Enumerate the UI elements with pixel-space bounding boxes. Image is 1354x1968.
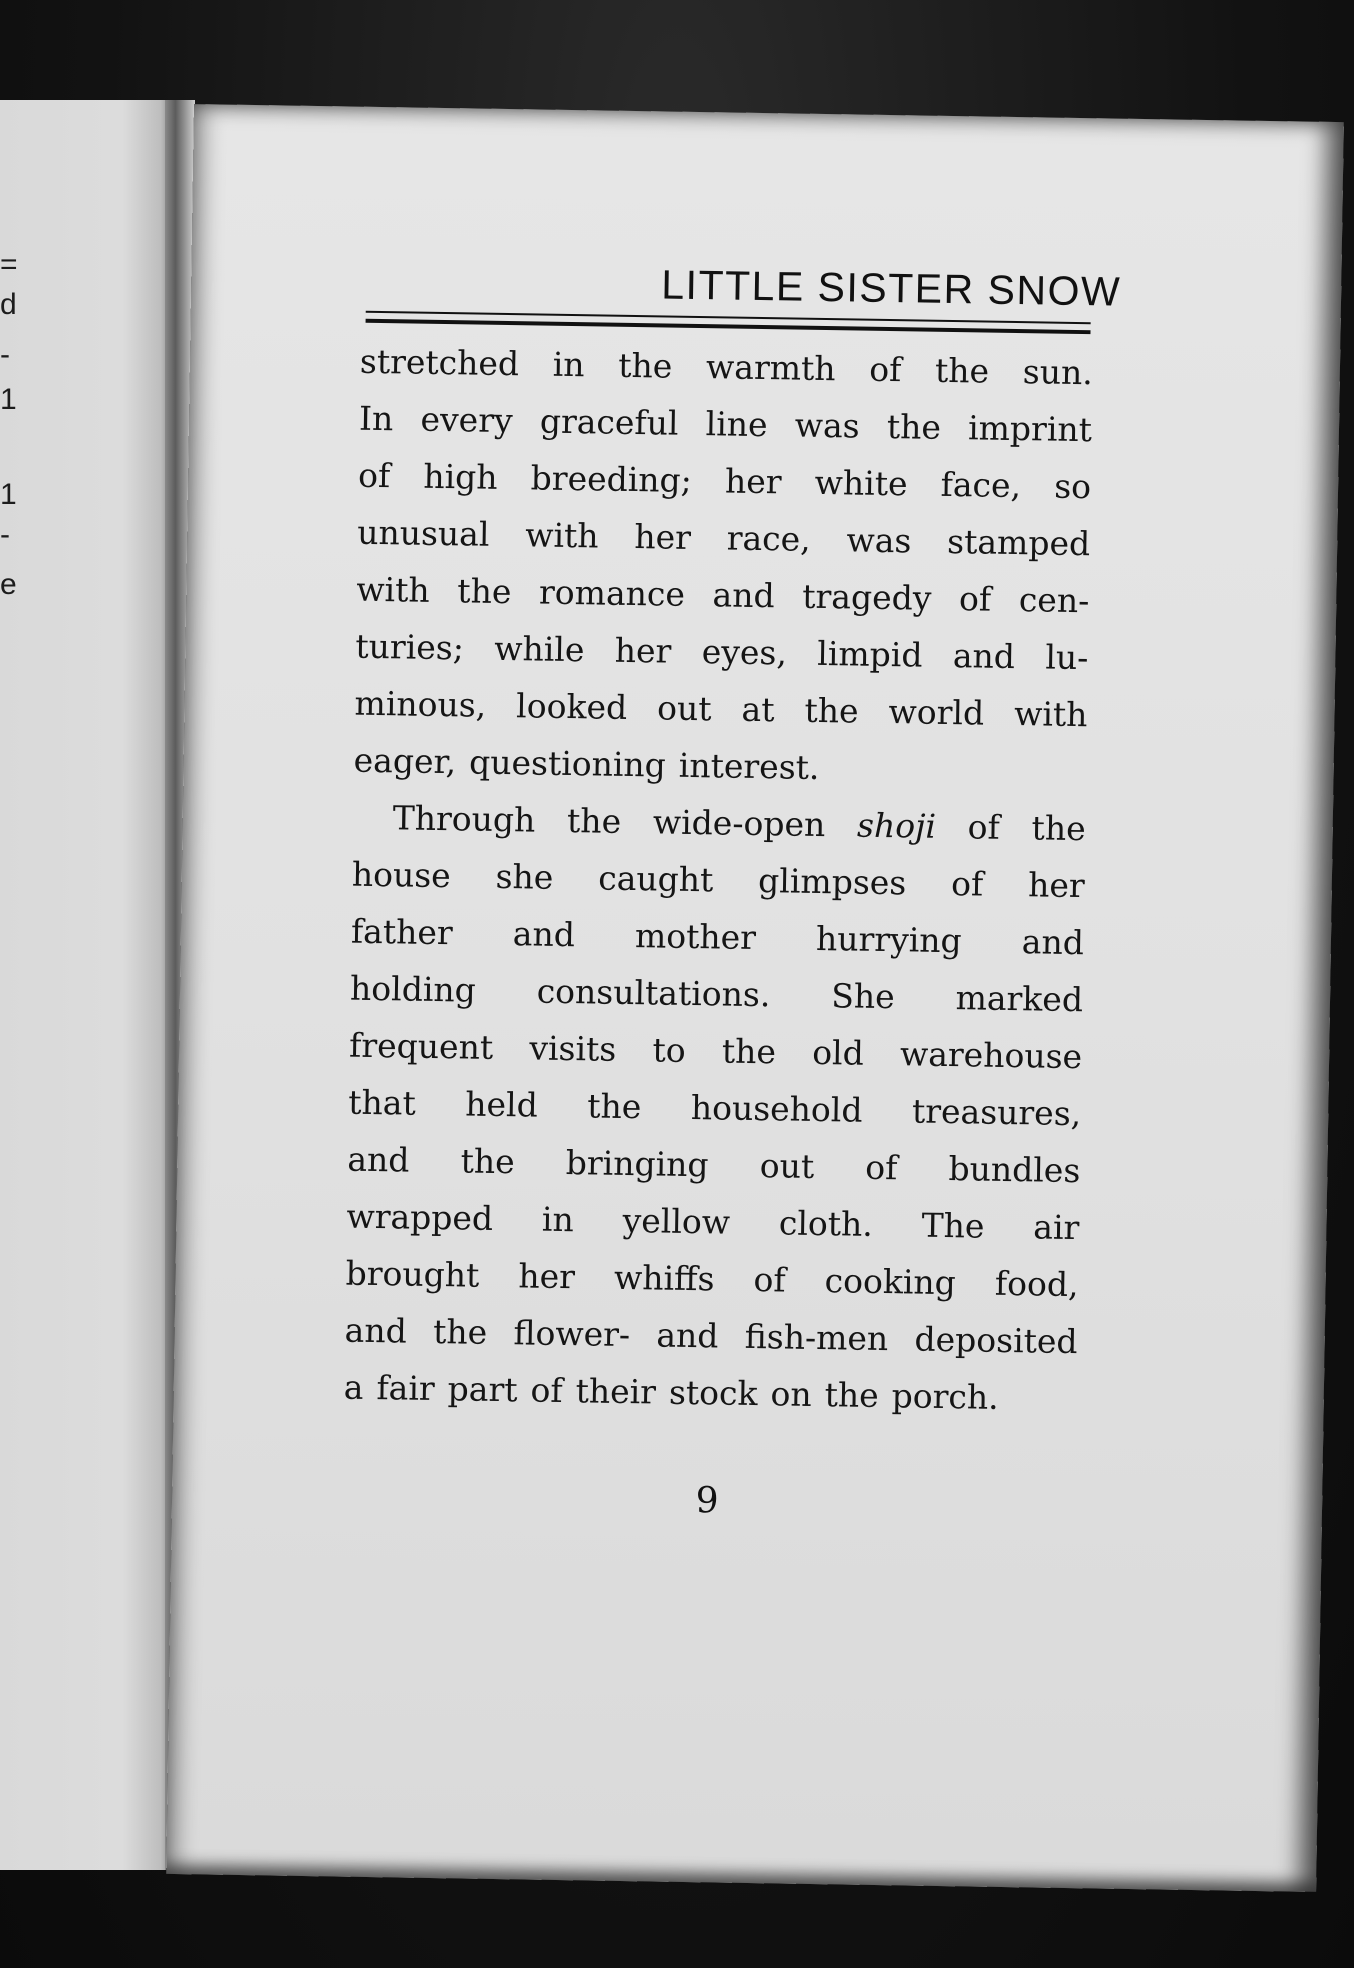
- word: her: [518, 1256, 576, 1297]
- word: held: [464, 1084, 539, 1125]
- word: hurrying: [815, 918, 963, 961]
- word: consultations.: [536, 971, 771, 1015]
- word: in: [541, 1199, 575, 1240]
- word: of: [950, 864, 984, 904]
- word: and: [512, 914, 576, 955]
- previous-page-fragment: 1: [0, 480, 17, 510]
- word: her: [634, 517, 692, 557]
- word: world: [888, 692, 985, 733]
- word: line: [705, 404, 768, 445]
- word: wrapped: [346, 1196, 494, 1238]
- word: she: [495, 856, 554, 897]
- word: unusual: [356, 512, 490, 554]
- word: of: [753, 1260, 786, 1300]
- word: part: [447, 1369, 518, 1410]
- word: the: [934, 350, 990, 391]
- word: old: [811, 1032, 865, 1073]
- previous-page-fragment: 1: [0, 385, 17, 415]
- previous-page-edge: [0, 100, 175, 1870]
- word: porch.: [891, 1376, 1000, 1417]
- word: the: [1031, 808, 1086, 849]
- word: to: [652, 1030, 686, 1070]
- word: holding: [349, 968, 477, 1010]
- word: out: [656, 688, 712, 729]
- word: breeding;: [530, 458, 693, 500]
- text-line: [349, 1017, 1083, 1086]
- word: lu-: [1045, 637, 1089, 678]
- word: tragedy: [802, 576, 932, 618]
- word: their: [575, 1371, 657, 1412]
- word: mother: [634, 916, 757, 958]
- word: looked: [515, 686, 628, 727]
- word: a: [343, 1367, 364, 1407]
- word: the: [432, 1311, 488, 1352]
- word: on: [770, 1374, 812, 1414]
- word: treasures,: [911, 1091, 1082, 1134]
- word: caught: [597, 858, 714, 900]
- word: glimpses: [757, 861, 907, 903]
- word: warehouse: [899, 1034, 1083, 1077]
- text-line: [352, 789, 1086, 858]
- previous-page-fragment: d: [0, 290, 17, 320]
- body-text: [343, 333, 1093, 1427]
- word: frequent: [348, 1025, 494, 1067]
- running-head: LITTLE SISTER SNOW: [660, 261, 1122, 315]
- word: turies;: [355, 626, 465, 668]
- word: food,: [994, 1263, 1079, 1305]
- word: and: [1021, 922, 1085, 963]
- word: romance: [538, 572, 686, 614]
- word: She: [831, 976, 896, 1017]
- previous-page-fragment: -: [0, 520, 10, 550]
- word: sun.: [1022, 352, 1094, 393]
- word: house: [351, 854, 452, 896]
- word: high: [423, 456, 498, 497]
- text-line: [343, 1359, 1077, 1428]
- word: the: [457, 571, 512, 612]
- word: stamped: [946, 521, 1091, 564]
- word: interest.: [678, 745, 820, 787]
- word: of: [530, 1370, 563, 1411]
- word: out: [759, 1146, 815, 1186]
- word: and: [344, 1310, 408, 1351]
- word: bundles: [948, 1149, 1081, 1191]
- word: eyes,: [701, 632, 788, 673]
- word: The: [921, 1205, 985, 1246]
- word: the: [886, 407, 942, 447]
- word: of: [868, 349, 902, 390]
- word: of: [357, 455, 391, 496]
- word: that: [348, 1082, 417, 1123]
- word: the: [566, 801, 622, 841]
- word: the: [721, 1031, 777, 1072]
- word: with: [356, 569, 430, 610]
- previous-page-fragment: =: [0, 250, 18, 280]
- word: brought: [345, 1253, 480, 1295]
- word: and: [656, 1315, 719, 1356]
- word: questioning: [468, 742, 667, 785]
- word: and: [952, 636, 1016, 677]
- word: limpid: [817, 633, 923, 675]
- word: bringing: [565, 1143, 709, 1185]
- word: was: [794, 405, 860, 446]
- word: cooking: [824, 1261, 957, 1303]
- word: air: [1033, 1207, 1080, 1248]
- text-line: [356, 561, 1090, 630]
- text-line: [354, 675, 1088, 744]
- word: cloth.: [778, 1203, 874, 1244]
- word: In: [358, 398, 394, 439]
- word: the: [586, 1086, 642, 1127]
- word: her: [614, 630, 672, 671]
- book-page: [166, 104, 1344, 1892]
- word: household: [690, 1088, 863, 1130]
- word: yellow: [622, 1200, 731, 1242]
- word: fish-men: [744, 1316, 889, 1359]
- word: whiffs: [613, 1257, 715, 1299]
- previous-page-fragment: e: [0, 570, 17, 600]
- word: flower-: [513, 1313, 631, 1355]
- word: the: [824, 1375, 880, 1415]
- word: face,: [940, 464, 1022, 506]
- word: wide-open: [652, 802, 826, 845]
- word: race,: [726, 518, 812, 559]
- word: visits: [529, 1028, 617, 1069]
- word: of: [958, 579, 992, 619]
- word: stock: [668, 1372, 758, 1414]
- word: graceful: [539, 401, 679, 443]
- word: marked: [955, 978, 1084, 1020]
- word: eager,: [353, 740, 457, 782]
- word: was: [846, 520, 912, 561]
- word: stretched: [359, 341, 520, 384]
- word: imprint: [967, 408, 1093, 450]
- word: Through: [392, 798, 536, 840]
- word: the: [460, 1141, 515, 1182]
- word: the: [618, 345, 673, 386]
- word: father: [350, 911, 454, 953]
- word: in: [552, 344, 585, 385]
- page-number: 9: [695, 1480, 719, 1522]
- word: the: [804, 690, 859, 731]
- word: while: [493, 628, 585, 670]
- word: at: [741, 689, 775, 730]
- word: of: [967, 807, 1001, 847]
- word: so: [1053, 466, 1092, 507]
- word: fair: [376, 1368, 436, 1409]
- word: and: [347, 1139, 410, 1180]
- word: white: [814, 462, 908, 504]
- word: with: [524, 515, 599, 556]
- word: of: [865, 1147, 898, 1188]
- word: with: [1013, 694, 1088, 735]
- word: cen-: [1018, 580, 1090, 621]
- word: her: [724, 461, 782, 502]
- word: minous,: [354, 683, 487, 725]
- word: shoji: [856, 805, 937, 846]
- word: every: [420, 399, 513, 441]
- word: her: [1027, 865, 1086, 906]
- word: deposited: [914, 1319, 1078, 1362]
- word: warmth: [705, 347, 836, 389]
- previous-page-fragment: -: [0, 340, 10, 370]
- word: and: [712, 575, 775, 616]
